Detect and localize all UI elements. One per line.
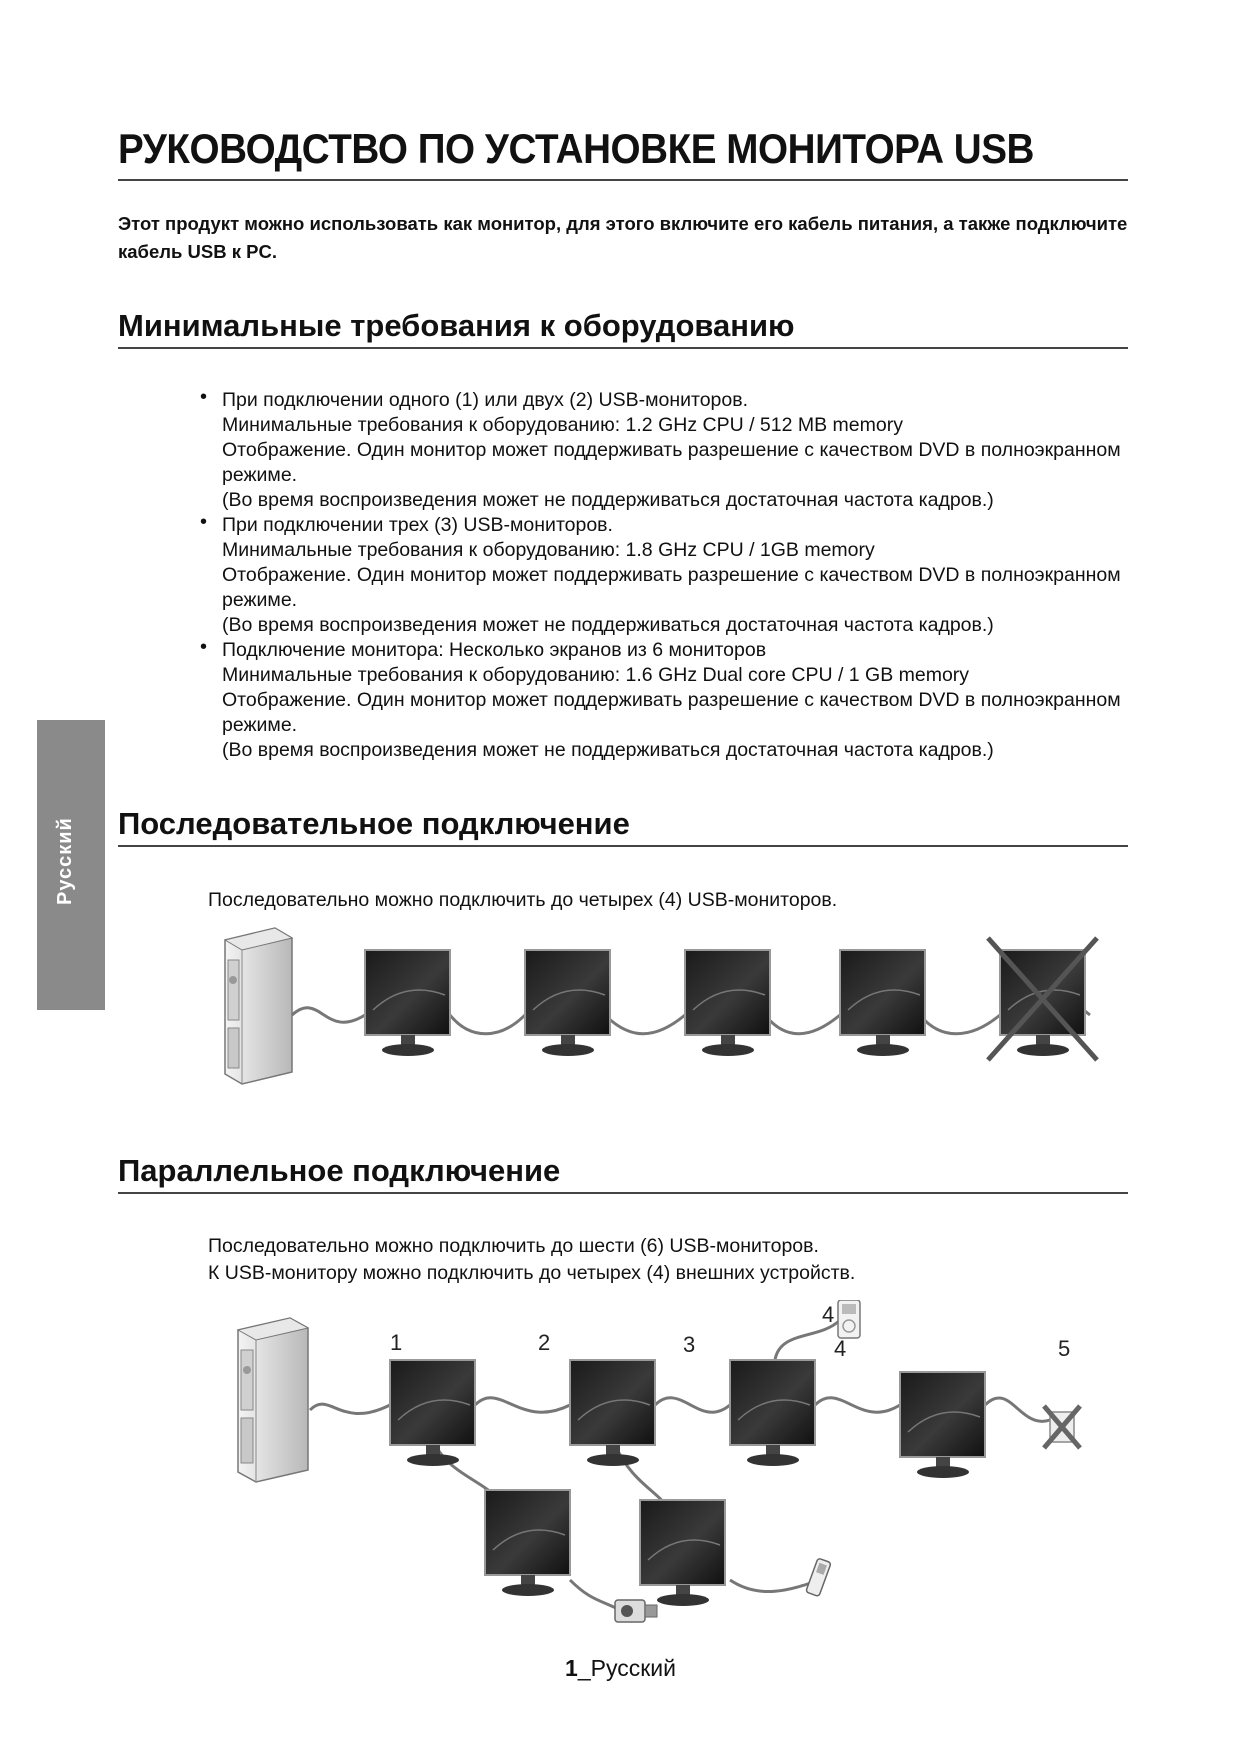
parallel-heading: Параллельное подключение bbox=[118, 1153, 561, 1188]
mobile-phone-icon bbox=[806, 1558, 831, 1597]
serial-connection-diagram bbox=[200, 920, 1120, 1100]
requirement-display: Отображение. Один монитор может поддерживать разрешение с качеством DVD в полноэкранном режиме. bbox=[222, 689, 1121, 736]
requirement-note: (Во время воспроизведения может не поддерживаться достаточная частота кадров.) bbox=[222, 614, 994, 636]
requirement-title: При подключении одного (1) или двух (2) USB-мониторов. bbox=[222, 389, 749, 411]
usb-cable bbox=[570, 1580, 620, 1610]
camcorder-icon bbox=[615, 1600, 657, 1622]
requirement-display: Отображение. Один монитор может поддерживать разрешение с качеством DVD в полноэкранном режиме. bbox=[222, 564, 1121, 611]
page-number: 1 bbox=[565, 1655, 578, 1681]
crossed-monitor-icon bbox=[988, 938, 1097, 1060]
monitor-icon bbox=[900, 1372, 985, 1478]
parallel-text-2: К USB-монитору можно подключить до четырех (4) внешних устройств. bbox=[208, 1262, 856, 1284]
usb-cable bbox=[815, 1398, 900, 1412]
requirement-title: Подключение монитора: Несколько экранов из 6 мониторов bbox=[222, 639, 767, 661]
requirement-note: (Во время воспроизведения может не поддерживаться достаточная частота кадров.) bbox=[222, 489, 994, 511]
monitor-icon bbox=[570, 1360, 655, 1466]
requirement-item bbox=[200, 388, 1130, 513]
monitor-label-3: 3 bbox=[683, 1332, 696, 1357]
page-title: РУКОВОДСТВО ПО УСТАНОВКЕ МОНИТОРА USB bbox=[118, 125, 1035, 172]
serial-text: Последовательно можно подключить до четырех (4) USB-мониторов. bbox=[208, 889, 838, 911]
title-rule bbox=[118, 179, 1128, 181]
requirements-list bbox=[200, 388, 1130, 763]
requirements-heading: Минимальные требования к оборудованию bbox=[118, 308, 795, 343]
footer-language: _Русский bbox=[577, 1655, 676, 1681]
parallel-rule bbox=[118, 1192, 1128, 1194]
monitor-icon bbox=[365, 950, 450, 1056]
usb-cable bbox=[310, 1404, 390, 1413]
monitor-icon bbox=[840, 950, 925, 1056]
requirement-note: (Во время воспроизведения может не поддерживаться достаточная частота кадров.) bbox=[222, 739, 994, 761]
monitor-icon bbox=[525, 950, 610, 1056]
page-footer bbox=[0, 1655, 1241, 1682]
usb-cable bbox=[475, 1398, 570, 1412]
monitor-icon bbox=[640, 1500, 725, 1606]
requirement-title: При подключении трех (3) USB-мониторов. bbox=[222, 514, 613, 536]
requirement-display: Отображение. Один монитор может поддерживать разрешение с качеством DVD в полноэкранном режиме. bbox=[222, 439, 1121, 486]
requirement-hardware: Минимальные требования к оборудованию: 1.6 GHz Dual core CPU / 1 GB memory bbox=[222, 664, 970, 686]
serial-heading: Последовательное подключение bbox=[118, 806, 630, 841]
requirement-hardware: Минимальные требования к оборудованию: 1.2 GHz CPU / 512 MB memory bbox=[222, 414, 903, 436]
parallel-text-1: Последовательно можно подключить до шести (6) USB-мониторов. bbox=[208, 1235, 819, 1257]
pc-tower-icon bbox=[238, 1318, 308, 1482]
monitor-icon bbox=[730, 1360, 815, 1466]
monitor-label-4: 4 bbox=[834, 1336, 847, 1361]
monitor-icon bbox=[390, 1360, 475, 1466]
requirement-item bbox=[200, 638, 1130, 763]
parallel-connection-diagram bbox=[220, 1300, 1120, 1640]
serial-rule bbox=[118, 845, 1128, 847]
pc-tower-icon bbox=[225, 928, 292, 1084]
monitor-icon bbox=[485, 1490, 570, 1596]
usb-cable bbox=[985, 1398, 1050, 1421]
monitor-icon bbox=[685, 950, 770, 1056]
language-side-label: Русский bbox=[54, 817, 76, 905]
monitor-label-5: 5 bbox=[1058, 1336, 1071, 1361]
bullet-icon: • bbox=[200, 386, 208, 408]
monitor-label-1: 1 bbox=[390, 1330, 403, 1355]
bullet-icon: • bbox=[200, 636, 208, 658]
music-player-icon bbox=[838, 1300, 860, 1338]
requirement-item bbox=[200, 513, 1130, 638]
intro-text: Этот продукт можно использовать как монитор, для этого включите его кабель питания, а также подключите кабель USB к PC. bbox=[118, 213, 1128, 262]
device-label-4: 4 bbox=[822, 1302, 835, 1327]
bullet-icon: • bbox=[200, 511, 208, 533]
monitor-label-2: 2 bbox=[538, 1330, 551, 1355]
usb-cable bbox=[655, 1398, 730, 1412]
crossed-device-icon bbox=[1044, 1406, 1080, 1448]
requirements-rule bbox=[118, 347, 1128, 349]
requirement-hardware: Минимальные требования к оборудованию: 1.8 GHz CPU / 1GB memory bbox=[222, 539, 875, 561]
